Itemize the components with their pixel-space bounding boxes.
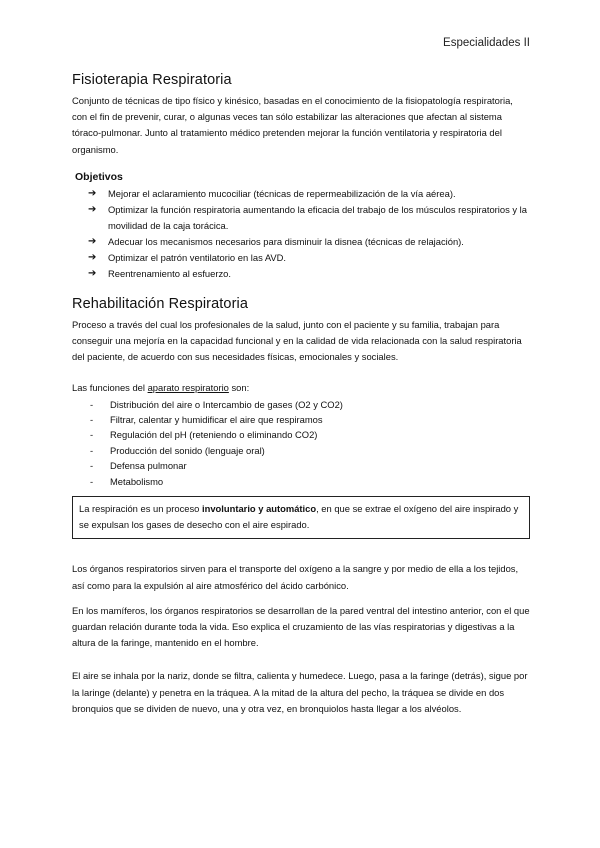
arrow-icon: ➔ bbox=[88, 187, 97, 199]
objectives-list bbox=[72, 186, 530, 282]
objective-item: ➔ Optimizar la función respiratoria aumentando la eficacia del trabajo de los músculos respiratorios y la movilidad de la caja torácica. bbox=[88, 203, 527, 231]
function-item: - Defensa pulmonar bbox=[90, 460, 187, 472]
function-item: - Regulación del pH (reteniendo o eliminando CO2) bbox=[90, 429, 318, 441]
highlight-box bbox=[72, 496, 530, 539]
arrow-icon: ➔ bbox=[88, 267, 97, 279]
objective-item: ➔ Adecuar los mecanismos necesarios para disminuir la disnea (técnicas de relajación). bbox=[88, 234, 530, 250]
objective-item: ➔ Reentrenamiento al esfuerzo. bbox=[88, 266, 530, 282]
paragraph-fisioterapia: Conjunto de técnicas de tipo físico y kinésico, basadas en el conocimiento de la fisiopatología respiratoria, con el fin de prevenir, curar, o algunas veces tan sólo estabilizar las alteraciones que afectan al sistema tóraco-pulmonar. Junto al tratamiento médico pretenden mejorar la función ventilatoria y respiratoria del organismo. bbox=[72, 95, 513, 155]
paragraph-mamiferos: En los mamíferos, los órganos respiratorios se desarrollan de la pared ventral del intestino anterior, con el que guardan relación durante toda la vida. Eso explica el cruzamiento de las vías respiratorias y digestivas a la altura de la faringe, mantenido en el hombre. bbox=[72, 604, 530, 649]
objectives-title: Objetivos bbox=[75, 170, 123, 183]
objective-item: ➔ Optimizar el patrón ventilatorio en las AVD. bbox=[88, 250, 530, 266]
arrow-icon: ➔ bbox=[88, 203, 97, 215]
paragraph-rehabilitacion: Proceso a través del cual los profesionales de la salud, junto con el paciente y su familia, trabajan para conseguir una mejoría en la capacidad funcional y en la calidad de vida relacionada con la salud respiratoria del paciente, de acuerdo con sus necesidades físicas, emocionales y sociales. bbox=[72, 318, 522, 363]
highlight-text: La respiración es un proceso involuntario y automático, en que se extrae el oxígeno del aire inspirado y se expulsan los gases de desecho con el aire espirado. bbox=[79, 503, 519, 531]
function-item: - Producción del sonido (lenguaje oral) bbox=[90, 444, 265, 456]
aparato-respiratorio-link: aparato respiratorio bbox=[147, 382, 229, 394]
document-body bbox=[72, 72, 530, 717]
page-header: Especialidades II bbox=[443, 37, 530, 49]
heading-fisioterapia: Fisioterapia Respiratoria bbox=[72, 72, 232, 88]
highlight-bold: involuntario y automático bbox=[202, 503, 317, 515]
paragraph-organos: Los órganos respiratorios sirven para el transporte del oxígeno a la sangre y por medio de ella a los tejidos, así como para la expulsión al aire atmosférico del ácido carbónico. bbox=[72, 563, 519, 591]
function-item: - Metabolismo bbox=[90, 475, 164, 487]
paragraph-aire: El aire se inhala por la nariz, donde se filtra, calienta y humedece. Luego, pasa a la faringe (detrás), sigue por la laringe (delante) y penetra en la tráquea. A la mitad de la altura del pecho, la tráquea se divide en dos bronquios que se dividen de nuevo, una y otra vez, en bronquiolos hasta llegar a los alvéolos. bbox=[72, 670, 528, 714]
functions-list bbox=[72, 397, 530, 489]
arrow-icon: ➔ bbox=[88, 235, 97, 247]
arrow-icon: ➔ bbox=[88, 251, 97, 263]
function-item: - Distribución del aire o Intercambio de gases (O2 y CO2) bbox=[90, 398, 343, 410]
function-item: - Filtrar, calentar y humidificar el aire que respiramos bbox=[90, 414, 323, 426]
heading-rehabilitacion: Rehabilitación Respiratoria bbox=[72, 295, 248, 312]
objective-item: ➔ Mejorar el aclaramiento mucociliar (técnicas de repermeabilización de la vía aérea). bbox=[88, 186, 530, 202]
functions-intro: Las funciones del aparato respiratorio son: bbox=[72, 382, 250, 394]
